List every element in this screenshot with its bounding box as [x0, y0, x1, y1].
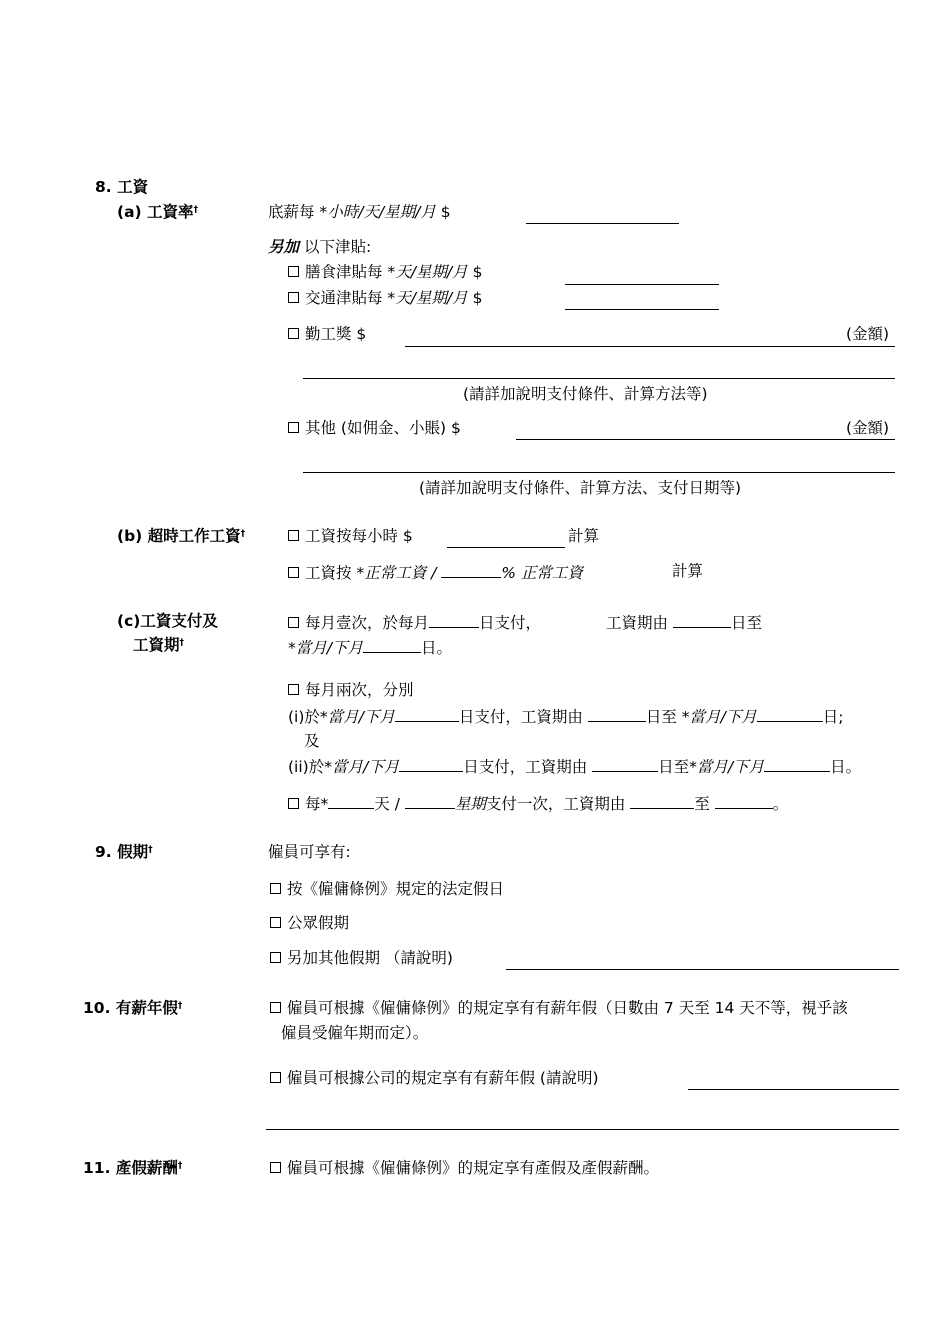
statutory-holidays-option[interactable]: 按《僱傭條例》規定的法定假日: [270, 879, 504, 899]
overtime-percent-suffix: 計算: [672, 562, 704, 580]
monthly-once-payday-field[interactable]: [429, 611, 479, 628]
allowance-intro: 另加 以下津貼:: [268, 238, 372, 256]
first-period-start-field[interactable]: [588, 705, 646, 722]
amount-label-2: (金額): [846, 419, 890, 437]
periodic-weeks-field[interactable]: [405, 792, 455, 809]
other-holidays-option[interactable]: 另加其他假期 （請說明): [270, 948, 453, 968]
monthly-twice-option[interactable]: 每月兩次，分別: [288, 680, 414, 700]
attendance-bonus-field[interactable]: [405, 346, 895, 347]
second-payday-field[interactable]: [399, 755, 463, 772]
maternity-pay-option[interactable]: 僱員可根據《僱傭條例》的規定享有產假及產假薪酬。: [270, 1158, 659, 1178]
monthly-once-option[interactable]: 每月壹次，於每月 日支付，: [288, 611, 541, 633]
transport-allowance-checkbox[interactable]: [288, 292, 299, 303]
company-annual-leave-option[interactable]: 僱員可根據公司的規定享有有薪年假 (請說明): [270, 1068, 599, 1088]
holidays-intro: 僱員可享有:: [268, 843, 351, 861]
public-holidays-option[interactable]: 公眾假期: [270, 913, 349, 933]
meal-allowance-option[interactable]: 膳食津貼每 *天/星期/月 $: [288, 262, 482, 282]
statutory-holidays-checkbox[interactable]: [270, 883, 281, 894]
base-wage-label: 底薪每 *小時/天/星期/月 $: [268, 203, 451, 221]
other-conditions-note: (請詳加說明支付條件、計算方法、支付日期等): [419, 479, 742, 497]
attendance-bonus-option[interactable]: 勤工獎 $: [288, 324, 366, 344]
section-10-heading: 10. 有薪年假†: [83, 999, 183, 1017]
dagger-mark: †: [193, 205, 199, 215]
monthly-once-period-start-field[interactable]: [673, 611, 731, 628]
other-allowance-field[interactable]: [516, 439, 895, 440]
company-annual-leave-field[interactable]: [688, 1089, 899, 1090]
base-wage-field[interactable]: [526, 223, 679, 224]
maternity-pay-checkbox[interactable]: [270, 1162, 281, 1173]
other-holidays-field[interactable]: [506, 969, 899, 970]
meal-allowance-checkbox[interactable]: [288, 266, 299, 277]
overtime-hourly-suffix: 計算: [568, 527, 600, 545]
overtime-hourly-checkbox[interactable]: [288, 530, 299, 541]
second-period-end-field[interactable]: [764, 755, 830, 772]
periodic-days-field[interactable]: [328, 792, 374, 809]
attendance-conditions-field[interactable]: [303, 378, 895, 379]
monthly-once-period-end-field[interactable]: [363, 636, 421, 653]
transport-allowance-field[interactable]: [565, 309, 719, 310]
periodic-payment-option[interactable]: 每* 天 / 星期支付一次，工資期由 至 。: [288, 792, 788, 814]
overtime-percent-field[interactable]: [441, 561, 501, 578]
statutory-annual-leave-line2: 僱員受僱年期而定）。: [281, 1024, 429, 1042]
amount-label-1: (金額): [846, 325, 890, 343]
statutory-annual-leave-option[interactable]: 僱員可根據《僱傭條例》的規定享有有薪年假（日數由 7 天至 14 天不等，視乎該: [270, 998, 848, 1018]
monthly-once-period: 工資期由 日至: [606, 611, 762, 633]
wage-rate-label: (a) 工資率†: [117, 203, 199, 221]
periodic-period-start-field[interactable]: [630, 792, 694, 809]
second-period-start-field[interactable]: [592, 755, 658, 772]
overtime-label: (b) 超時工作工資†: [117, 527, 246, 545]
payment-label-line2: 工資期†: [133, 636, 185, 654]
overtime-hourly-field[interactable]: [447, 547, 565, 548]
attendance-bonus-checkbox[interactable]: [288, 328, 299, 339]
other-allowance-option[interactable]: 其他 (如佣金、小賬) $: [288, 418, 461, 438]
section-11-heading: 11. 產假薪酬†: [83, 1159, 183, 1177]
section-9-heading: 9. 假期†: [95, 843, 153, 861]
other-holidays-checkbox[interactable]: [270, 952, 281, 963]
monthly-twice-first: (i)於*當月/下月 日支付，工資期由 日至 *當月/下月 日;: [288, 705, 843, 727]
company-annual-leave-field-2[interactable]: [266, 1129, 899, 1130]
first-payday-field[interactable]: [395, 705, 459, 722]
section-8-heading: 8. 工資: [95, 178, 149, 196]
periodic-payment-checkbox[interactable]: [288, 798, 299, 809]
monthly-once-period-end: *當月/下月 日。: [288, 636, 452, 658]
overtime-hourly-option[interactable]: 工資按每小時 $: [288, 526, 413, 546]
overtime-percent-checkbox[interactable]: [288, 567, 299, 578]
company-annual-leave-checkbox[interactable]: [270, 1072, 281, 1083]
periodic-period-end-field[interactable]: [715, 792, 773, 809]
public-holidays-checkbox[interactable]: [270, 917, 281, 928]
statutory-annual-leave-checkbox[interactable]: [270, 1002, 281, 1013]
monthly-twice-and: 及: [304, 732, 320, 750]
transport-allowance-option[interactable]: 交通津貼每 *天/星期/月 $: [288, 288, 482, 308]
other-conditions-field[interactable]: [303, 472, 895, 473]
other-allowance-checkbox[interactable]: [288, 422, 299, 433]
meal-allowance-field[interactable]: [565, 284, 719, 285]
monthly-once-checkbox[interactable]: [288, 617, 299, 628]
monthly-twice-second: (ii)於*當月/下月 日支付，工資期由 日至*當月/下月 日。: [288, 755, 861, 777]
overtime-percent-option[interactable]: 工資按 *正常工資 / % 正常工資: [288, 561, 583, 583]
payment-label-line1: (c)工資支付及: [117, 612, 218, 630]
monthly-twice-checkbox[interactable]: [288, 684, 299, 695]
attendance-conditions-note: (請詳加說明支付條件、計算方法等): [463, 385, 708, 403]
first-period-end-field[interactable]: [757, 705, 823, 722]
